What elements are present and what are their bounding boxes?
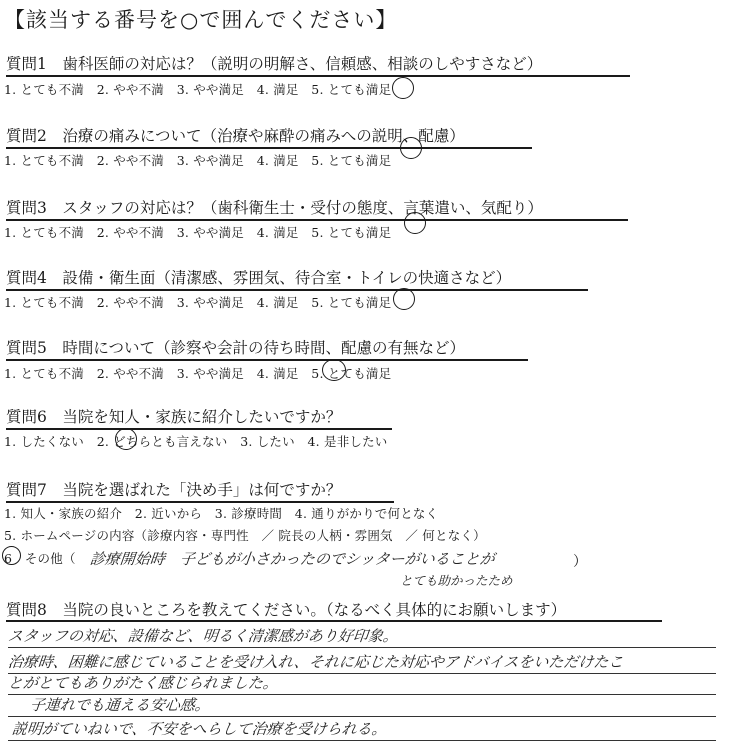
question-7-underline bbox=[6, 501, 394, 503]
answer-options-6: 1. したくない 2. どちらとも言えない 3. したい 4. 是非したい bbox=[4, 434, 388, 449]
question-2: 質問2 治療の痛みについて（治療や麻酔の痛みへの説明、配慮） bbox=[6, 127, 465, 145]
question-8-underline bbox=[6, 620, 662, 622]
answer-circle-2 bbox=[400, 137, 422, 159]
question-6: 質問6 当院を知人・家族に紹介したいですか？ bbox=[6, 408, 342, 426]
answer-options-7a: 1. 知人・家族の紹介 2. 近いから 3. 診療時間 4. 通りがかりで何となく bbox=[4, 506, 439, 521]
answer-options-7c: 6 その他（ bbox=[4, 551, 76, 566]
answer-circle-3 bbox=[404, 212, 426, 234]
answer-options-1: 1. とても不満 2. やや不満 3. やや満足 4. 満足 5. とても満足 bbox=[4, 82, 392, 97]
handwritten-other-answer-line2: とても助かったため bbox=[400, 573, 513, 588]
instruction-header: 【該当する番号を○で囲んでください】 bbox=[4, 8, 398, 32]
comment-line-1: スタッフの対応、設備など、明るく清潔感があり好印象。 bbox=[7, 627, 399, 645]
closing-paren: ） bbox=[573, 554, 587, 570]
answer-circle-4 bbox=[393, 288, 415, 310]
comment-line-4: 子連れでも通える安心感。 bbox=[29, 696, 211, 714]
answer-options-3: 1. とても不満 2. やや不満 3. やや満足 4. 満足 5. とても満足 bbox=[4, 225, 392, 240]
answer-circle-7 bbox=[2, 546, 21, 565]
ruled-line-4 bbox=[8, 716, 716, 717]
comment-line-3: とがとてもありがたく感じられました。 bbox=[7, 674, 279, 692]
question-5: 質問5 時間について（診察や会計の待ち時間、配慮の有無など） bbox=[6, 339, 466, 357]
answer-options-7b: 5. ホームページの内容（診療内容・専門性 ／ 院長の人柄・雰囲気 ／ 何となく） bbox=[4, 528, 486, 543]
question-2-underline bbox=[6, 147, 532, 149]
question-7: 質問7 当院を選ばれた「決め手」は何ですか？ bbox=[6, 481, 342, 499]
question-1: 質問1 歯科医師の対応は？（説明の明解さ、信頼感、相談のしやすさなど） bbox=[6, 55, 543, 73]
answer-options-4: 1. とても不満 2. やや不満 3. やや満足 4. 満足 5. とても満足 bbox=[4, 295, 392, 310]
answer-circle-5 bbox=[322, 359, 346, 381]
question-1-underline bbox=[6, 75, 630, 77]
question-4: 質問4 設備・衛生面（清潔感、雰囲気、待合室・トイレの快適さなど） bbox=[6, 269, 512, 287]
question-3-underline bbox=[6, 219, 628, 221]
handwritten-other-answer-line1: 診療開始時 子どもが小さかったのでシッターがいることが bbox=[89, 550, 496, 568]
ruled-line-1 bbox=[8, 647, 716, 648]
answer-circle-1 bbox=[392, 77, 414, 99]
question-5-underline bbox=[6, 359, 528, 361]
question-8: 質問8 当院の良いところを教えてください。（なるべく具体的にお願いします） bbox=[6, 601, 567, 619]
question-6-underline bbox=[6, 428, 392, 430]
answer-options-5: 1. とても不満 2. やや不満 3. やや満足 4. 満足 5. とても満足 bbox=[4, 366, 392, 381]
question-4-underline bbox=[6, 289, 588, 291]
comment-line-2: 治療時、困難に感じていることを受け入れ、それに応じた対応やアドバイスをいただけたこ bbox=[7, 653, 625, 671]
ruled-line-5 bbox=[8, 740, 716, 741]
question-3: 質問3 スタッフの対応は？（歯科衛生士・受付の態度、言葉遣い、気配り） bbox=[6, 199, 543, 217]
comment-line-5: 説明がていねいで、不安をへらして治療を受けられる。 bbox=[11, 720, 388, 738]
answer-circle-6 bbox=[115, 428, 137, 450]
answer-options-2: 1. とても不満 2. やや不満 3. やや満足 4. 満足 5. とても満足 bbox=[4, 153, 392, 168]
